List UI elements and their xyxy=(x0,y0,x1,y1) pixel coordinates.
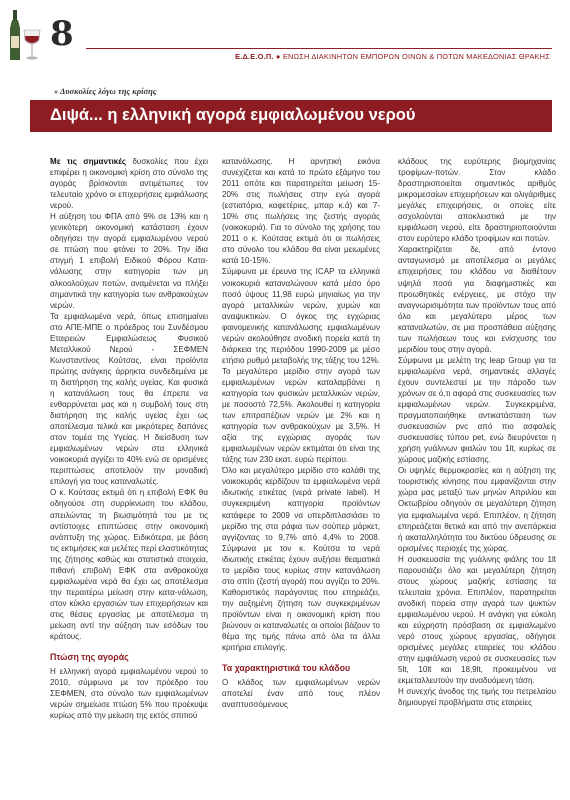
paragraph: Ο κ. Κούτσας εκτιμά ότι η επιβολή ΕΦΚ θα οδηγούσε στη συρρίκνωση του κλάδου, απειλώντας τη βιωσιμότητά του με τις αντίστοιχες επιπτώσεις στην οικονομική ανάπτυξη της χώρας. Ειδικότερα, με βάση τις εκτιμήσεις και μελέτες περί ελαστικότητας της ζήτησης καθώς και στατιστικά στοιχεία, πιθανή επιβολή ΕΦΚ στα ανθρακούχα εμφιαλωμένα νερά θα έχει ως αποτέλεσμα την περαιτέρω μείωση στην κατα-νάλωση, στον κύκλο εργασιών των επιχειρήσεων και στις θέσεις εργασίας με αποτέλεσμα τη μείωση αντί την αύξηση των εσόδων του κράτους. xyxy=(50,488,208,642)
article-column-2 xyxy=(222,156,380,710)
paragraph: Οι υψηλές θερμοκρασίες και η αύξηση της τουριστικής κίνησης που εμφανίζονται στην χώρα μας μεταξύ των μηνών Απριλίου και Οκτωβρίου οδηγούν σε μεγαλύτερη ζήτηση για εμφιαλωμένα νερά. Επιπλέον, η ζήτηση επηρεάζεται θετικά και από την ανεπάρκεια ή ακαταλληλότητα του δικτύου ύδρευσης σε ορισμένες περιοχές της χώρας. xyxy=(398,466,556,553)
paragraph: Τα εμφιαλωμένα νερά, όπως επισημαίνει στο ΑΠΕ-ΜΠΕ ο πρόεδρος του Συνδέσμου Εταιρειών Εμφιαλώσεως Φυσικού Μεταλλικού Νερού - ΣΕΦΜΕΝ Κωνσταντίνος Κούτσας, είναι προϊόντα πρώτης ανάγκης άρρηκτα συνδεδεμένα με τη διατήρηση της καλής υγείας. Και φυσικά η κατανάλωση τους θα έπρεπε να ενθαρρύνεται μας και η συμβολή τους στη διατήρηση της καλής υγείας έχει ως αποτέλεσμα τελικά και μικρότερες δαπάνες στον τομέα της Υγείας. Η διείσδυση των εμφιαλωμένων νερών στα ελληνικά νοικοκυριά αγγίζει το 40% ενώ σε ορισμένες περιπτώσεις αποτελούν την μοναδική επιλογή για τους καταναλωτές. xyxy=(50,311,208,487)
paragraph: Η συσκευασία της γυάλινης φιάλης του 1lt παρουσιάζει όλο και μεγαλύτερη ζήτηση στους χώρους μαζικής εστίασης τα τελευταία χρόνια. Επιπλέον, παρατηρείται ανοδική πορεία στην αγορά των ψυκτών εμφιαλωμένου νερού. Η ανάγκη για εύκολη και εύχρηστη πρόσβαση σε εμφιαλωμένο νερό στους χώρους εργασίας, οδήγησε ορισμένες μεγάλες εταιρείες του κλάδου στην εμφιάλωση νερού σε συσκευασίες των 5lt, 10lt και 18,9lt, προκειμένου να εκμεταλλευτούν την αναδυόμενη τάση. xyxy=(398,554,556,686)
paragraph: κλάδους της ευρύτερης βιομηχανίας τροφίμων-ποτών. Στον κλάδο δραστηριοποιείται σημαντικός αριθμός μικρομεσαίων επιχειρήσεων και ολιγάριθμες μεγάλες επιχειρήσεις, οι οποίες είτε ασχολούνται αποκλειστικά με την εμφιάλωση νερού, είτε δραστηριοποιούνται στον ευρύτερο κλάδο τροφίμων και ποτών. xyxy=(398,157,556,244)
article-title: Διψά... η ελληνική αγορά εμφιαλωμένου νερού xyxy=(50,106,416,124)
header-divider xyxy=(86,48,552,49)
paragraph: Όλο και μεγαλύτερο μερίδιο στο καλάθι της νοικοκυράς κερδίζουν τα εμφιαλωμένα νερά ιδιωτικής ετικέτας (νερά private label). Η συγκεκριμένη κατηγορία προϊόντων κατάφερε το 2009 να υπερδιπλασιάσει το μερίδιο της στα ράφια των σούπερ μάρκετ, αγγίζοντας το 9,7% από 4,4% το 2008. Σύμφωνα με τον κ. Κούτσα τα νερά ιδιωτικής ετικέτας έχουν αυξήσει θεαματικά το μερίδιο τους κυρίως στην κατανάλωση στο σπίτι (ζεστή αγορά) που αγγίζει το 20%. Καθοριστικός παράγοντας που επηρεάζει, την αυξημένη ζήτηση των συγκεκριμένων προϊόντων είναι η οικονομική κρίση που βιώνουν οι καταναλωτές οι οποίοι βάζουν το θέμα της τιμής πάνω από όλα τα άλλα κριτήρια επιλογής. xyxy=(222,466,380,653)
subheading: Πτώση της αγοράς xyxy=(50,652,129,663)
page-header xyxy=(0,0,570,70)
organization-line xyxy=(235,52,550,61)
organization-separator-icon: ● xyxy=(275,52,283,61)
paragraph: Σύμφωνα με μελέτη της leap Group για τα εμφιαλωμένα νερά, σημαντικές αλλαγές έχουν συντελεστεί με την πάροδο των χρόνων σε ό,τι αφορά στις συσκευασίες των εμφιαλωμένων νερών. Συγκεκριμένα, πραγματοποιήθηκε αντικατάσταση των συσκευασιών pvc από πιο ασφαλείς συσκευασίες τύπου pet, ενώ διευρύνεται η χρήση γυάλινων φιαλών του 1lt, κυρίως σε χώρους μαζικής εστίασης. xyxy=(398,355,556,465)
lead-in: Με τις σημαντικές xyxy=(50,157,127,166)
paragraph: Η ελληνική αγορά εμφιαλωμένου νερού το 2010, σύμφωνα με τον πρόεδρο του ΣΕΦΜΕΝ, στο σύνολο των εμφιαλωμένων νερών σημείωσε πτώση 5% που προέκυψε κυρίως από την μείωση της εκτός σπιτιού xyxy=(50,667,208,721)
paragraph: κατανάλωσης. Η αρνητική εικόνα συνεχίζεται και κατά το πρώτο εξάμηνο του 2011 οπότε και παρατηρείται μείωση 15-20% στις πωλήσεις στην εγώ αγορά (εστιατόρια, καφετέριες, μπαρ κ.ά) και 7-10% στις πωλήσεις της ζεστής αγοράς (νοικοκυριά). Για το σύνολο της χρήσης του 2011 ο κ. Κούτσας εκτιμά ότι οι πωλήσεις στο σύνολο του κλάδου θα είναι μειωμένες κατά 10-15%. xyxy=(222,157,380,266)
paragraph-text: δυσκολίες που έχει επιφέρει η οικονομική κρίση στο σύνολο της αγοράς βρίσκονται αντιμέτωπες τον τελευταίο χρόνο οι επιχειρήσεις εμφιάλωσης νερού. xyxy=(50,157,208,211)
article-column-3 xyxy=(398,156,556,708)
paragraph: Σύμφωνα με έρευνα της ICAP τα ελληνικά νοικοκυριά καταναλώνουν κατά μέσο όρο ποσό ύψους 11,98 ευρώ μηνιαίως για την αγορά μεταλλικών νερών, χυμών και αναψυκτικών. Ο όγκος της εγχώριας φαινομενικής κατανάλωσης εμφιαλωμένων νερών ακολούθησε ανοδική πορεία κατά τη διάρκεια της περιόδου 1990-2009 με μέσο ετήσιο ρυθμό μεταβολής της τάξης του 12%. Το μεγαλύτερο μερίδιο στην αγορά των εμφιαλωμένων νερών καταλαμβάνει η κατηγορία των φυσικών μεταλλικών νερών, με ποσοστό 72,5%. Ακολουθεί η κατηγορία των επιτραπέζιων νερών με 2% και η κατηγορία των ανθρακούχων με 3,5%. Η αξία της εγχώριας αγοράς των εμφιαλωμένων νερών εκτιμάται ότι είναι της τάξης των 230 εκατ. ευρώ περίπου. xyxy=(222,267,380,465)
organization-name: ΕΝΩΣΗ ΔΙΑΚΙΝΗΤΩΝ ΕΜΠΟΡΩΝ ΟΙΝΩΝ & ΠΟΤΩΝ ΜΑΚΕΔΟΝΙΑΣ ΘΡΑΚΗΣ xyxy=(282,52,550,61)
page-number: 8 xyxy=(50,14,74,54)
paragraph: Ο κλάδος των εμφιαλωμένων νερών αποτελεί έναν από τους πλέον αναπτυσσόμενους xyxy=(222,678,380,710)
wine-bottle-and-glass-icon xyxy=(8,10,42,62)
paragraph: Χαρακτηρίζεται δε, από έντονο ανταγωνισμό με αποτέλεσμα οι μεγάλες επιχειρήσεις του κλάδου να διαθέτουν υψηλά ποσά για διαφημιστικές και προωθητικές ενέργειες, με στόχο την αναγνωρισιμότητα των προϊόντων τους από όλο και μεγαλύτερο μέρος των καταναλωτών, σε μια προσπάθεια αύξησης των πωλήσεων τους και ενίσχυσης του μεριδίου τους στην αγορά. xyxy=(398,245,556,354)
article-column-1 xyxy=(50,156,208,721)
paragraph xyxy=(50,156,208,211)
article-title-bar xyxy=(30,100,552,132)
paragraph: Η συνεχής άνοδος της τιμής του πετρελαίου δημιουργεί προβλήματα στις εταιρείες xyxy=(398,687,556,708)
section-tag: » Δυσκολίες λόγω της κρίσης xyxy=(54,86,157,96)
organization-abbrev: Ε.Δ.Ε.Ο.Π. xyxy=(235,52,274,61)
subheading: Τα χαρακτηριστικά του κλάδου xyxy=(222,663,351,674)
paragraph: Η αύξηση του ΦΠΑ από 9% σε 13% και η γενικότερη οικονομική κατάσταση έχουν οδηγήσει την αγορά εμφιαλωμένου νερού σε πτώση που φτάνει το 20%. Την ίδια στιγμή 1 επιβολή Ειδικού Φόρου Κατα-νάλωσης στην κατηγορία των μη αλκοολούχων ποτών, αναμένεται να πλήξει σημαντικά την κατηγορία των ανθρακούχων νερών. xyxy=(50,212,208,310)
